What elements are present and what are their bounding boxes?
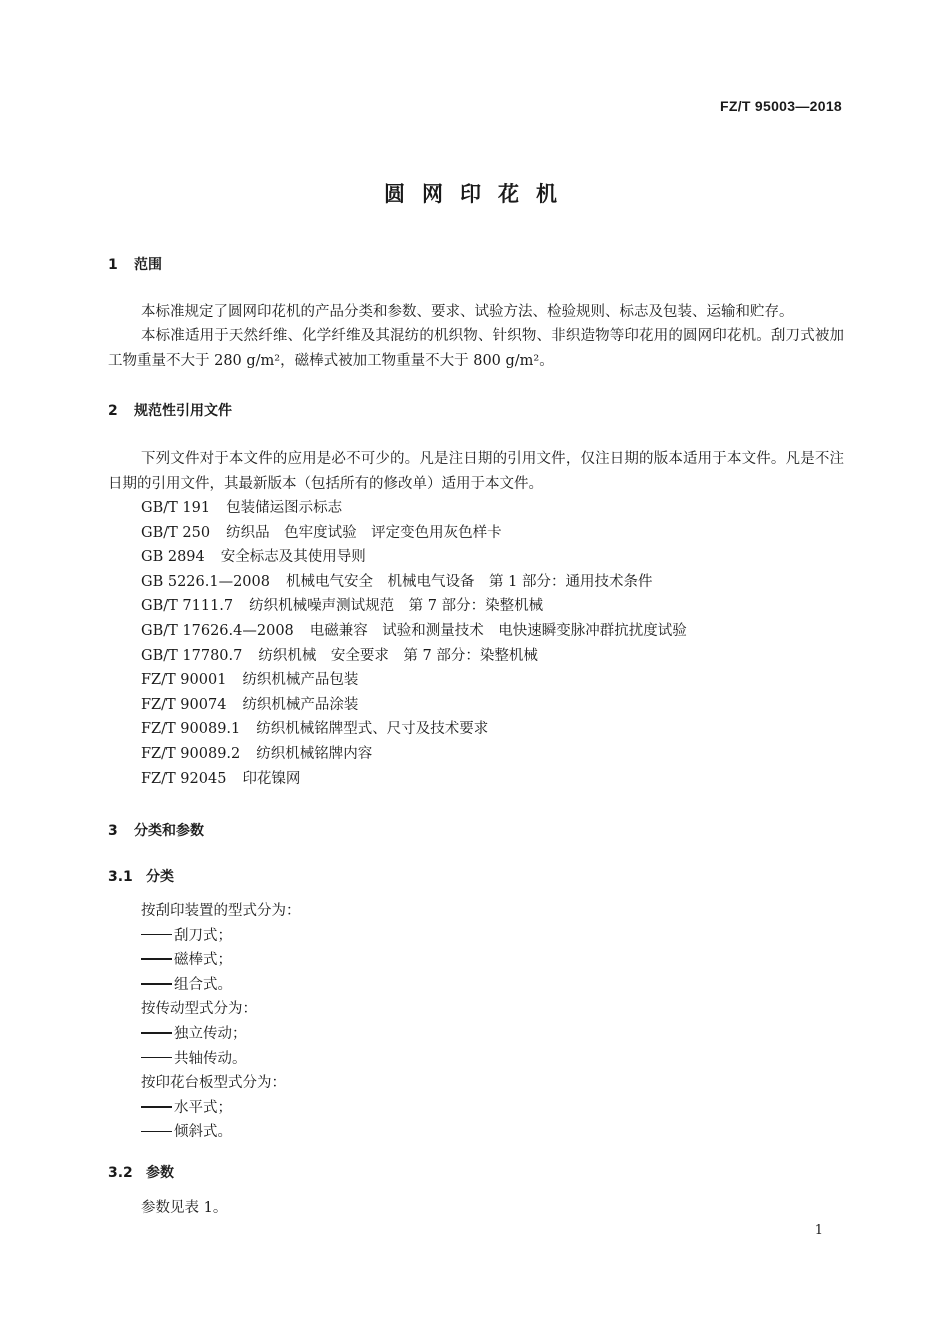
document-title: 圆网印花机 bbox=[384, 182, 574, 206]
scope-paragraph-1: 本标准规定了圆网印花机的产品分类和参数、要求、试验方法、检验规则、标志及包装、运输和贮存。 bbox=[141, 304, 794, 320]
standard-number: FZ/T 95003—2018 bbox=[719, 98, 842, 114]
section-3-heading bbox=[108, 820, 204, 840]
reference-item bbox=[141, 594, 687, 619]
line-text: 刮刀式； bbox=[174, 927, 232, 944]
scope-paragraph-2: 本标准适用于天然纤维、化学纤维及其混纺的机织物、针织物、非织造物等印花用的圆网印花机。刮刀式被加工物重量不大于 280 g/m²，磁棒式被加工物重量不大于 800 g/m²。 bbox=[108, 328, 844, 369]
reference-title: 纺织品 色牢度试验 评定变色用灰色样卡 bbox=[226, 524, 502, 541]
reference-title: 电磁兼容 试验和测量技术 电快速瞬变脉冲群抗扰度试验 bbox=[309, 622, 687, 639]
section-number: 3.1 bbox=[108, 869, 133, 885]
reference-code: FZ/T 90089.2 bbox=[141, 745, 241, 762]
classification-item bbox=[141, 1022, 301, 1047]
reference-code: GB/T 250 bbox=[141, 524, 211, 541]
classification-item bbox=[141, 924, 301, 949]
parameters-text: 参数见表 1。 bbox=[141, 1200, 228, 1216]
classification-item bbox=[141, 948, 301, 973]
line-text: 共轴传动。 bbox=[174, 1050, 247, 1067]
line-text: 组合式。 bbox=[174, 976, 232, 993]
section-number: 3.2 bbox=[108, 1165, 133, 1181]
classification-item bbox=[141, 1096, 301, 1121]
classification-group-label bbox=[141, 1071, 301, 1096]
reference-title: 包装储运图示标志 bbox=[226, 500, 343, 516]
classification-group-label bbox=[141, 899, 301, 924]
em-dash-mark bbox=[141, 983, 172, 985]
section-title: 分类 bbox=[146, 869, 174, 885]
section-title: 分类和参数 bbox=[134, 823, 204, 839]
classification-item bbox=[141, 973, 301, 998]
reference-item bbox=[141, 644, 687, 669]
section-2-heading bbox=[108, 400, 232, 420]
section-number: 3 bbox=[108, 823, 118, 839]
section-number: 1 bbox=[108, 257, 118, 273]
reference-item bbox=[141, 496, 687, 521]
reference-title: 纺织机械铭牌型式、尺寸及技术要求 bbox=[256, 721, 489, 738]
reference-code: GB 5226.1—2008 bbox=[141, 573, 270, 590]
em-dash-mark bbox=[141, 1032, 172, 1034]
reference-item bbox=[141, 570, 687, 595]
reference-code: FZ/T 92045 bbox=[141, 770, 227, 787]
reference-title: 安全标志及其使用导则 bbox=[220, 549, 366, 566]
classification-item bbox=[141, 1120, 301, 1145]
section-title: 参数 bbox=[146, 1165, 174, 1181]
section-title: 规范性引用文件 bbox=[134, 403, 232, 419]
reference-item bbox=[141, 767, 687, 792]
reference-code: GB/T 7111.7 bbox=[141, 598, 234, 615]
classification-item bbox=[141, 1047, 301, 1072]
section-3-2-heading bbox=[108, 1162, 174, 1182]
reference-title: 印花镍网 bbox=[242, 770, 301, 787]
line-text: 倾斜式。 bbox=[174, 1124, 232, 1141]
reference-item bbox=[141, 619, 687, 644]
line-text: 按传动型式分为： bbox=[141, 1001, 257, 1018]
section-title: 范围 bbox=[134, 257, 162, 273]
reference-item bbox=[141, 545, 687, 570]
reference-code: GB/T 17626.4—2008 bbox=[141, 622, 294, 639]
em-dash-mark bbox=[141, 1106, 172, 1108]
em-dash-mark bbox=[141, 1057, 172, 1059]
em-dash-mark bbox=[141, 1131, 172, 1133]
line-text: 按印花台板型式分为： bbox=[141, 1075, 286, 1092]
reference-code: FZ/T 90001 bbox=[141, 672, 227, 689]
line-text: 按刮印装置的型式分为： bbox=[141, 903, 301, 919]
reference-item bbox=[141, 717, 687, 742]
reference-code: GB/T 191 bbox=[141, 500, 211, 516]
section-number: 2 bbox=[108, 403, 118, 419]
reference-code: GB/T 17780.7 bbox=[141, 647, 243, 664]
line-text: 水平式； bbox=[174, 1099, 232, 1116]
line-text: 独立传动； bbox=[174, 1025, 247, 1042]
reference-title: 机械电气安全 机械电气设备 第 1 部分：通用技术条件 bbox=[286, 573, 653, 590]
section-3-1-heading bbox=[108, 866, 174, 886]
reference-title: 纺织机械 安全要求 第 7 部分：染整机械 bbox=[258, 647, 538, 664]
reference-title: 纺织机械噪声测试规范 第 7 部分：染整机械 bbox=[249, 598, 544, 615]
em-dash-mark bbox=[141, 958, 172, 960]
em-dash-mark bbox=[141, 934, 172, 936]
reference-code: GB 2894 bbox=[141, 549, 205, 566]
reference-title: 纺织机械产品涂装 bbox=[242, 696, 359, 713]
classification-list bbox=[141, 899, 301, 1145]
reference-code: FZ/T 90089.1 bbox=[141, 721, 241, 738]
reference-item bbox=[141, 521, 687, 546]
references-intro: 下列文件对于本文件的应用是必不可少的。凡是注日期的引用文件，仅注日期的版本适用于本文件。凡是不注日期的引用文件，其最新版本（包括所有的修改单）适用于本文件。 bbox=[108, 451, 844, 492]
line-text: 磁棒式； bbox=[174, 952, 232, 969]
classification-group-label bbox=[141, 997, 301, 1022]
reference-title: 纺织机械产品包装 bbox=[242, 672, 359, 689]
reference-title: 纺织机械铭牌内容 bbox=[256, 745, 373, 762]
reference-item bbox=[141, 668, 687, 693]
section-1-heading bbox=[108, 254, 162, 274]
reference-list bbox=[141, 496, 687, 791]
reference-code: FZ/T 90074 bbox=[141, 696, 227, 713]
reference-item bbox=[141, 693, 687, 718]
reference-item bbox=[141, 742, 687, 767]
page-number: 1 bbox=[814, 1223, 823, 1238]
